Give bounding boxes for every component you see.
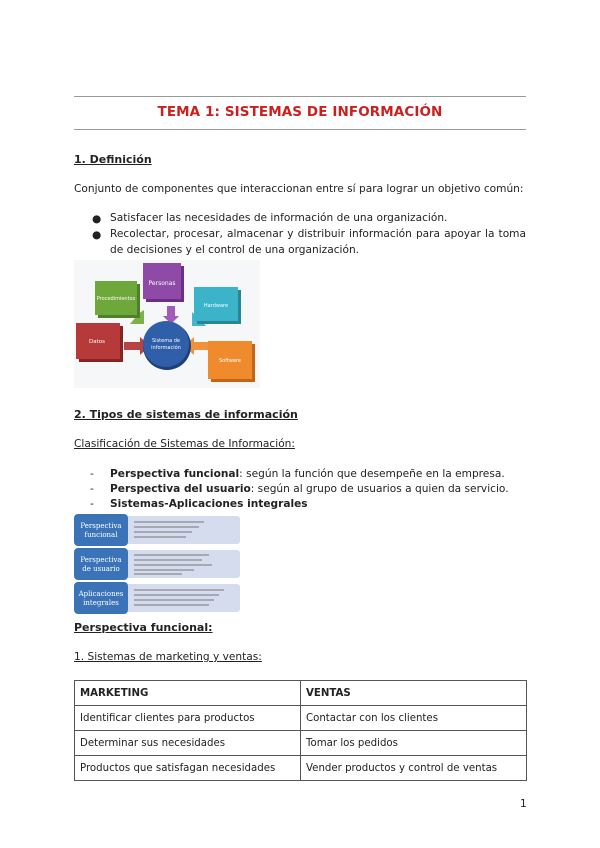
box-datos xyxy=(76,323,123,362)
box-label: Datos xyxy=(89,339,105,345)
table-header-row xyxy=(75,681,527,706)
perspective-label: Perspectiva xyxy=(80,556,122,564)
box-hardware xyxy=(194,287,241,324)
perspective-block xyxy=(74,548,240,580)
definition-paragraph: Conjunto de componentes que interaccionan entre sí para lograr un objetivo común: xyxy=(74,183,524,195)
definition-bullet: Recolectar, procesar, almacenar y distribuir información para apoyar la toma de decisiones y el control de una organización. xyxy=(110,228,526,256)
page-number: 1 xyxy=(520,798,527,810)
dash: - xyxy=(90,498,94,510)
perspective-block xyxy=(74,514,240,546)
box-software xyxy=(208,341,255,382)
perspective-label: Aplicaciones xyxy=(78,590,124,598)
table-header: VENTAS xyxy=(301,681,527,706)
section1-heading: 1. Definición xyxy=(74,153,152,166)
marketing-sales-table xyxy=(74,680,527,781)
perspective-label: integrales xyxy=(83,599,119,607)
box-label: Procedimientos xyxy=(96,296,136,302)
dash: - xyxy=(90,483,94,495)
table-row xyxy=(75,731,527,756)
table-cell: Determinar sus necesidades xyxy=(75,731,301,756)
table-cell: Vender productos y control de ventas xyxy=(301,756,527,781)
table-cell: Tomar los pedidos xyxy=(301,731,527,756)
top-rule xyxy=(74,96,526,97)
table-row xyxy=(75,706,527,731)
perspective-label: Perspectiva xyxy=(80,522,122,530)
perspective-label: funcional xyxy=(84,531,118,539)
section2-heading: 2. Tipos de sistemas de información xyxy=(74,408,298,421)
perspective-item: Perspectiva funcional: según la función que desempeñe en la empresa. xyxy=(110,468,505,480)
box-procedimientos xyxy=(95,281,140,318)
bullet-dot: ● xyxy=(92,229,102,241)
marketing-subheading: 1. Sistemas de marketing y ventas: xyxy=(74,651,262,663)
title-rule xyxy=(74,129,526,130)
table-header: MARKETING xyxy=(75,681,301,706)
table-cell: Productos que satisfagan necesidades xyxy=(75,756,301,781)
center-label: Sistema de xyxy=(152,338,180,344)
perspective-label: de usuario xyxy=(82,565,120,573)
perspective-item: Perspectiva del usuario: según al grupo de usuarios a quien da servicio. xyxy=(110,483,509,495)
table-row xyxy=(75,756,527,781)
definition-bullet: Satisfacer las necesidades de información de una organización. xyxy=(110,212,448,224)
page-title: TEMA 1: SISTEMAS DE INFORMACIÓN xyxy=(157,104,443,120)
dash: - xyxy=(90,468,94,480)
table-cell: Contactar con los clientes xyxy=(301,706,527,731)
center-label: información xyxy=(151,345,181,351)
bullet-dot: ● xyxy=(92,213,102,225)
box-label: Software xyxy=(218,358,242,364)
classification-subheading: Clasificación de Sistemas de Información: xyxy=(74,438,295,450)
perspective-item: Sistemas-Aplicaciones integrales xyxy=(110,498,308,510)
box-label: Hardware xyxy=(203,303,229,309)
perspectives-diagram xyxy=(74,512,244,614)
perspective-block xyxy=(74,582,240,614)
box-label: Personas xyxy=(148,280,176,287)
functional-heading: Perspectiva funcional: xyxy=(74,621,213,634)
information-system-diagram xyxy=(74,260,260,388)
box-personas xyxy=(143,263,184,302)
table-cell: Identificar clientes para productos xyxy=(75,706,301,731)
